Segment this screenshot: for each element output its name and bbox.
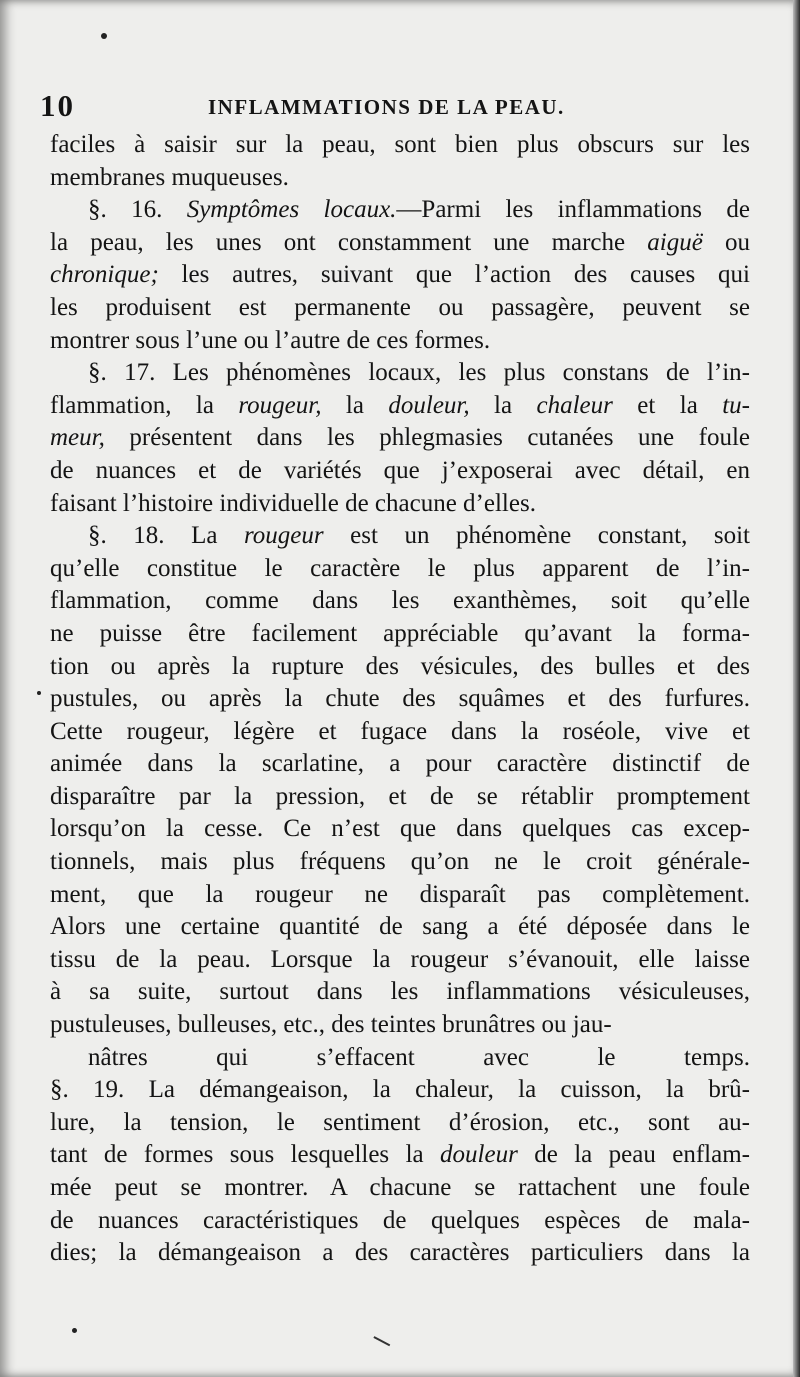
text-span: les autres, suivant que l’action des causes qui (158, 261, 750, 289)
text-line (50, 259, 750, 292)
text-line: qu’elle constitue le caractère le plus apparent de l’in- (50, 554, 750, 582)
text-line: §. 17. Les phénomènes locaux, les plus constans de l’in- (88, 359, 750, 387)
text-line: dies; la démangeaison a des caractères particuliers dans la (50, 1239, 750, 1267)
italic-span: Symptômes locaux. (186, 196, 397, 224)
text-line (50, 520, 750, 553)
text-line: §. 19. La démangeaison, la chaleur, la cuisson, la brû- (50, 1076, 750, 1104)
text-line (50, 1139, 750, 1172)
text-line: montrer sous l’une ou l’autre de ces formes. (50, 326, 491, 354)
italic-span: meur, (50, 424, 105, 452)
italic-span: rougeur, (238, 391, 322, 419)
text-line: disparaître par la pression, et de se rétablir promptement (50, 782, 750, 810)
text-span: §. 18. La (88, 522, 244, 550)
text-span: de la peau enflam- (517, 1141, 750, 1169)
text-line: tissu de la peau. Lorsque la rougeur s’évanouit, elle laisse (50, 945, 750, 973)
text-span: la (321, 391, 389, 419)
text-line: animée dans la scarlatine, a pour caractère distinctif de (50, 750, 750, 778)
text-line: faciles à saisir sur la peau, sont bien plus obscurs sur les (50, 131, 750, 158)
text-line: ne puisse être facilement appréciable qu’avant la forma- (50, 619, 750, 647)
text-line: ment, que la rougeur ne disparaît pas complètement. (50, 880, 750, 908)
italic-span: chronique; (50, 261, 159, 289)
text-line: pustules, ou après la chute des squâmes et des furfures. (50, 685, 750, 713)
ink-speck (72, 1328, 77, 1333)
ink-speck (101, 33, 107, 39)
text-line: lure, la tension, le sentiment d’érosion, etc., sont au- (50, 1108, 750, 1136)
italic-span: tu- (722, 391, 751, 419)
ink-speck (37, 691, 41, 695)
text-span: ou (702, 228, 751, 256)
text-span: et la (612, 391, 723, 419)
text-line: de nuances caractéristiques de quelques espèces de mala- (50, 1206, 750, 1234)
text-line: Alors une certaine quantité de sang a été déposée dans le (50, 913, 750, 941)
text-span: flammation, la (50, 391, 239, 419)
text-line: de nuances et de variétés que j’exposerai avec détail, en (50, 456, 750, 484)
text-line: Cette rougeur, légère et fugace dans la roséole, vive et (50, 717, 750, 745)
body-text (50, 129, 750, 1270)
text-span: est un phénomène constant, soit (323, 522, 750, 550)
text-line: à sa suite, surtout dans les inflammations vésiculeuses, (50, 978, 750, 1006)
page-header (40, 88, 600, 124)
italic-span: douleur (440, 1141, 518, 1169)
text-span: la peau, les unes ont constamment une marche (50, 228, 648, 256)
text-line: flammation, comme dans les exanthèmes, soit qu’elle (50, 587, 750, 615)
text-line: lorsqu’on la cesse. Ce n’est que dans quelques cas excep- (50, 815, 750, 843)
text-line: faisant l’histoire individuelle de chacune d’elles. (50, 489, 536, 517)
italic-span: aiguë (647, 228, 703, 256)
text-span: la (469, 391, 537, 419)
text-line (50, 194, 750, 227)
text-line: nâtres qui s’effacent avec le temps. (88, 1043, 750, 1071)
text-span: présentent dans les phlegmasies cutanées une foule (104, 424, 750, 452)
text-line: tion ou après la rupture des vésicules, des bulles et des (50, 652, 750, 680)
text-line (50, 390, 750, 423)
text-line: membranes muqueuses. (50, 163, 289, 191)
italic-span: rougeur (243, 522, 324, 550)
pen-mark (374, 1336, 391, 1346)
page-edge-shadow (793, 0, 800, 1377)
italic-span: chaleur (536, 391, 613, 419)
text-line: les produisent est permanente ou passagère, peuvent se (50, 293, 750, 321)
text-line: pustuleuses, bulleuses, etc., des teintes brunâtres ou jau- (50, 1011, 612, 1039)
italic-span: douleur, (388, 391, 470, 419)
text-span: §. 16. (88, 196, 187, 224)
text-line: mée peut se montrer. A chacune se rattachent une foule (50, 1174, 750, 1201)
text-span: —Parmi les inflammations de (396, 196, 750, 224)
text-line (50, 422, 750, 455)
page-number: 10 (40, 88, 75, 123)
text-line (50, 227, 750, 260)
running-title: INFLAMMATIONS DE LA PEAU. (208, 95, 565, 119)
text-line: tionnels, mais plus fréquens qu’on ne le croit générale- (50, 848, 750, 876)
text-span: tant de formes sous lesquelles la (50, 1141, 441, 1169)
